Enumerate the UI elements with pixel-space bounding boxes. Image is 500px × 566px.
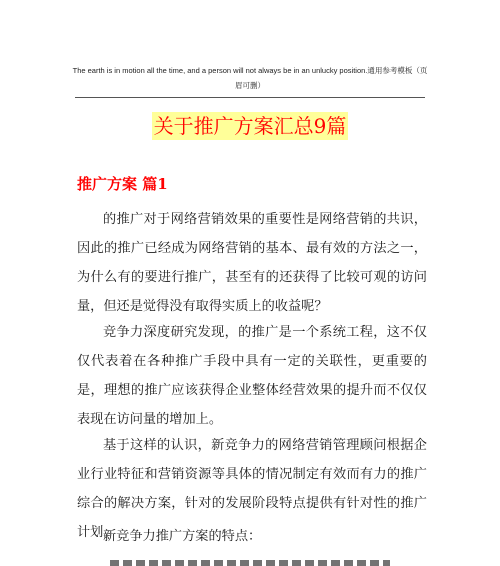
body-paragraph-4: 新竞争力推广方案的特点： (103, 529, 262, 544)
body-paragraph-3: 基于这样的认识，新竞争力的网络营销管理顾问根据企业行业特征和营销资源等具体的情况制定有效而有力的推广综合的解决方案，针对的发展阶段特点提供有针对性的推广计划。 (77, 438, 427, 540)
document-title: 关于推广方案汇总9篇 (153, 114, 347, 138)
header-divider (75, 97, 425, 98)
page-header-text: The earth is in motion all the time, and a person will not always be in an unlucky position.通用参考模板（页眉可删） (72, 66, 428, 90)
section-heading: 推广方案 篇1 (77, 175, 168, 193)
document-title-container (0, 112, 500, 140)
truncated-next-line (110, 560, 390, 566)
body-paragraph-2: 竞争力深度研究发现，的推广是一个系统工程，这不仅仅代表着在各种推广手段中具有一定的关联性，更重要的是，理想的推广应该获得企业整体经营效果的提升而不仅仅表现在访问量的增加上。 (77, 325, 427, 427)
body-paragraph-1: 的推广对于网络营销效果的重要性是网络营销的共识，因此的推广已经成为网络营销的基本、最有效的方法之一，为什么有的要进行推广，甚至有的还获得了比较可观的访问量，但还是觉得没有取得实质上的收益呢？ (77, 212, 427, 314)
